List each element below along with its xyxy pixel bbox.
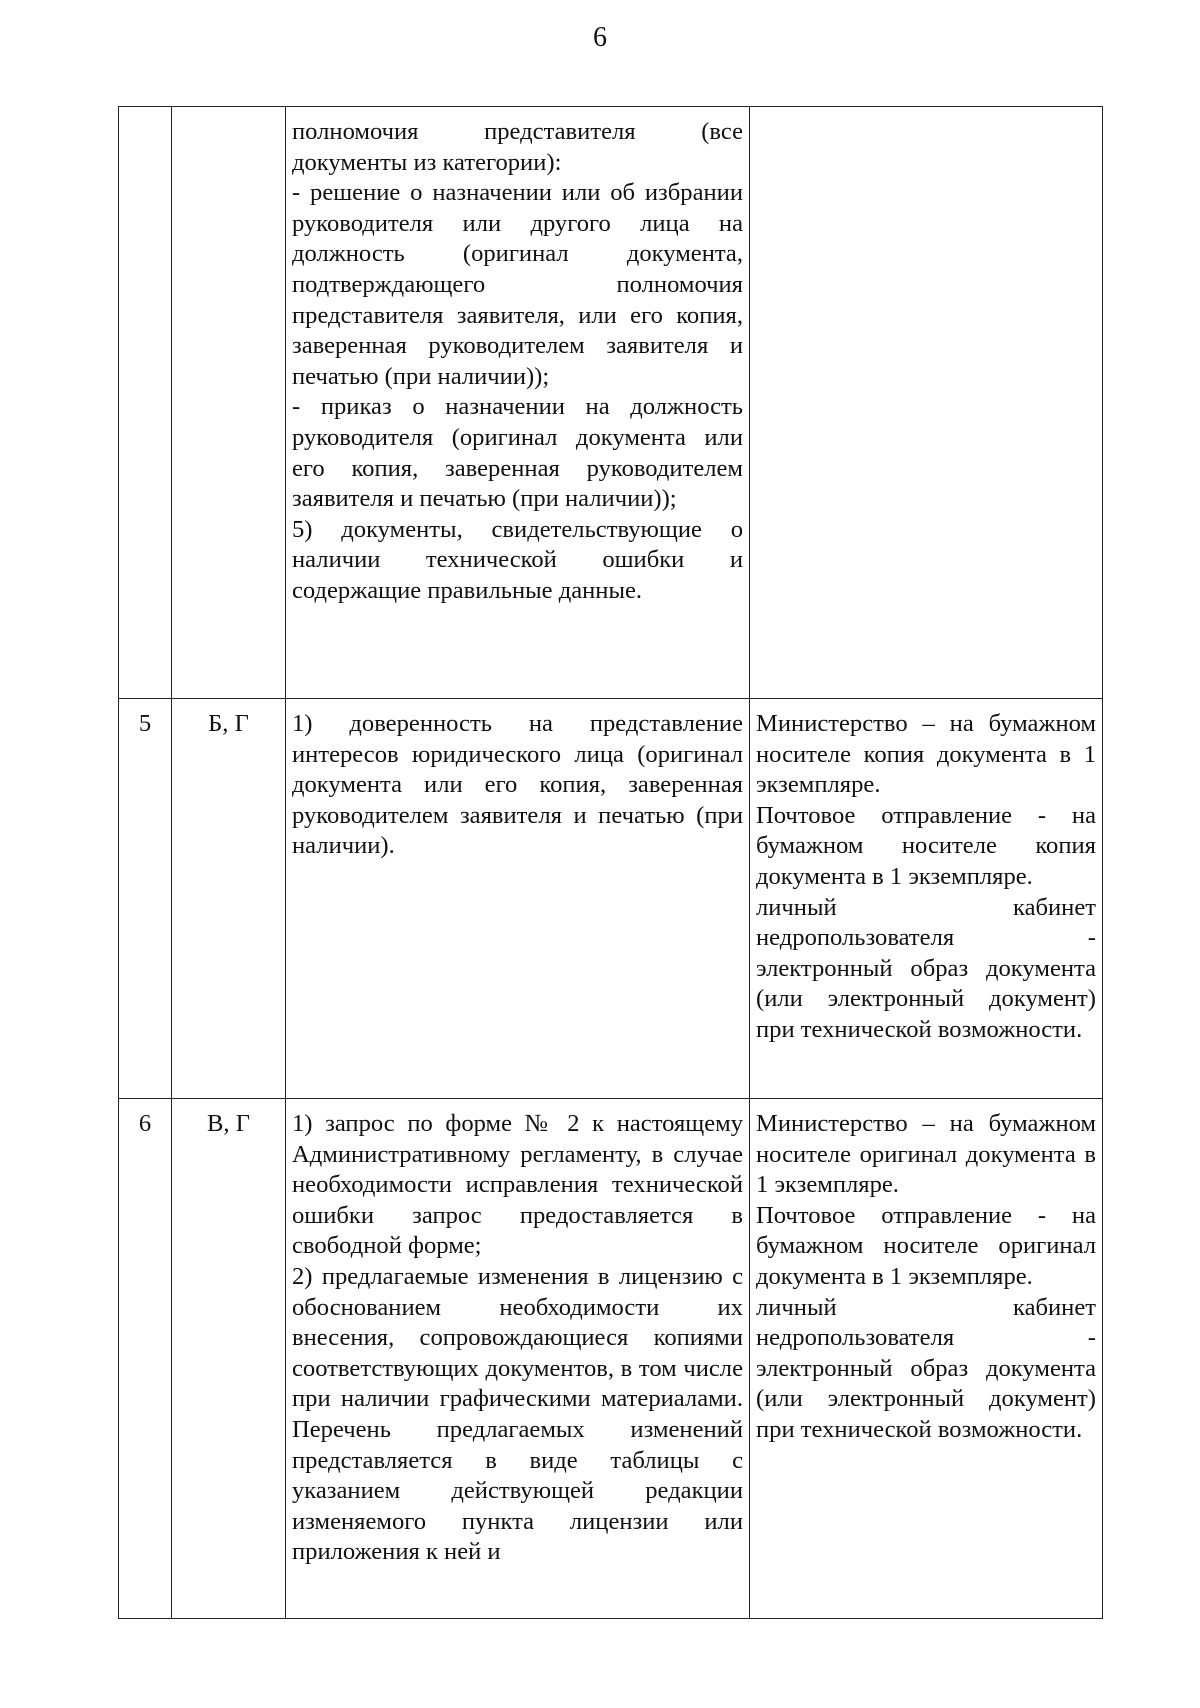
- submission-item: Министерство – на бумажном носителе оригинал документа в 1 экземпляре.: [756, 1110, 1096, 1199]
- applicant-category-cell: [172, 107, 286, 699]
- submission-method-cell: [750, 1099, 1103, 1619]
- document-item: 2) предлагаемые изменения в лицензию с обоснованием необходимости их внесения, сопровождающиеся копиями соответствующих документов, в том числе при наличии графическими материалами. Перечень предлагаемых изменений представляется в виде таблицы с указанием действующей редакции изменяемого пункта лицензии или приложения к ней и: [292, 1262, 743, 1566]
- document-item: 5) документы, свидетельствующие о наличии технической ошибки и содержащие правильные данные.: [292, 515, 743, 604]
- submission-item: Министерство – на бумажном носителе копия документа в 1 экземпляре.: [756, 710, 1096, 799]
- documents-cell: [286, 107, 750, 699]
- row-number-cell: 5: [119, 699, 172, 1099]
- table-row: [119, 1099, 1103, 1619]
- row-number-cell: [119, 107, 172, 699]
- document-item: 1) доверенность на представление интересов юридического лица (оригинал документа или его копия, заверенная руководителем заявителя и печатью (при наличии).: [292, 710, 743, 860]
- applicant-category-cell: Б, Г: [172, 699, 286, 1099]
- document-item: 1) запрос по форме № 2 к настоящему Административному регламенту, в случае необходимости исправления технической ошибки запрос предоставляется в свободной форме;: [292, 1110, 743, 1260]
- table-row: [119, 107, 1103, 699]
- document-item: полномочия представителя (все документы из категории):: [292, 118, 743, 176]
- documents-cell: [286, 1099, 750, 1619]
- submission-method-cell: [750, 107, 1103, 699]
- page-number: 6: [593, 22, 607, 53]
- applicant-category-cell: В, Г: [172, 1099, 286, 1619]
- document-item: - решение о назначении или об избрании руководителя или другого лица на должность (оригинал документа, подтверждающего полномочия представителя заявителя, или его копия, заверенная руководителем заявителя и печатью (при наличии));: [292, 179, 743, 390]
- documents-cell: [286, 699, 750, 1099]
- row-number-cell: 6: [119, 1099, 172, 1619]
- requirements-table: [118, 106, 1103, 1619]
- submission-method-cell: [750, 699, 1103, 1099]
- submission-item: личный кабинет недропользователя - электронный образ документа (или электронный документ) при технической возможности.: [756, 1293, 1096, 1443]
- submission-item: Почтовое отправление - на бумажном носителе оригинал документа в 1 экземпляре.: [756, 1201, 1096, 1290]
- submission-item: Почтовое отправление - на бумажном носителе копия документа в 1 экземпляре.: [756, 801, 1096, 890]
- document-item: - приказ о назначении на должность руководителя (оригинал документа или его копия, заверенная руководителем заявителя и печатью (при наличии));: [292, 393, 743, 513]
- submission-item: личный кабинет недропользователя - электронный образ документа (или электронный документ) при технической возможности.: [756, 893, 1096, 1043]
- table-row: [119, 699, 1103, 1099]
